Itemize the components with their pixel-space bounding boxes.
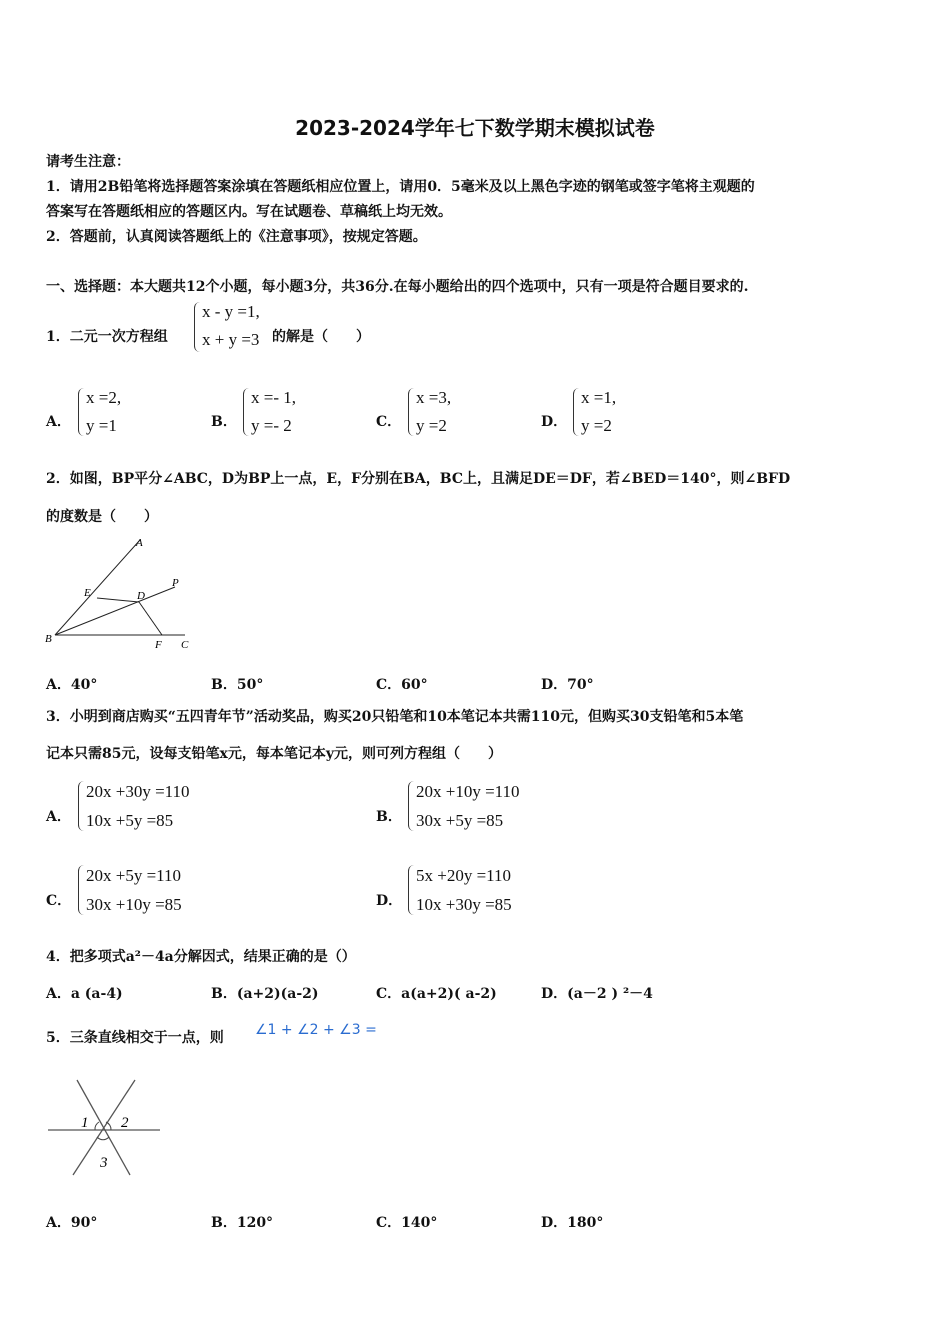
q1-option-b-system[interactable]: [251, 384, 296, 440]
label-f: F: [155, 639, 162, 651]
notice-line-1a: 1．请用2B铅笔将选择题答案涂填在答题纸相应位置上，请用0．5毫米及以上黑色字迹的钢笔或签字笔将主观题的: [46, 179, 755, 195]
segment-df: [139, 602, 162, 635]
notice-line-2: 2．答题前，认真阅读答题纸上的《注意事项》，按规定答题。: [46, 229, 427, 245]
q1-option-b-l1: x =- 1,: [251, 388, 296, 407]
q5-option-c[interactable]: C．140°: [376, 1215, 438, 1231]
q1-option-d-l1: x =1,: [581, 388, 617, 407]
q4-stem: 4．把多项式a²－4a分解因式，结果正确的是（）: [46, 949, 356, 965]
q3-option-d-label[interactable]: D．: [376, 893, 403, 909]
q1-suffix: 的解是（ ）: [272, 329, 370, 345]
q1-option-d-label[interactable]: D．: [541, 414, 568, 430]
q1-option-d-brace: [573, 388, 580, 436]
q1-brace: [194, 302, 201, 352]
q5-option-b[interactable]: B．120°: [211, 1215, 274, 1231]
label-d: D: [137, 590, 145, 602]
ray-ba: [55, 540, 140, 635]
q5-figure: [45, 1075, 165, 1180]
notice-heading: 请考生注意：: [46, 154, 130, 170]
q1-option-d-l2: y =2: [581, 416, 612, 435]
q3-option-a-brace: [78, 781, 85, 831]
q3-line1: 3．小明到商店购买“五四青年节”活动奖品，购买20只铅笔和10本笔记本共需110元，但购买30支铅笔和5本笔: [46, 709, 744, 725]
q1-option-a-label[interactable]: A．: [46, 414, 71, 430]
label-a: A: [136, 537, 143, 549]
q1-option-d-system[interactable]: [581, 384, 616, 440]
q5-angle-expression: ∠1 + ∠2 + ∠3 =: [255, 1022, 377, 1038]
q3-option-b-l1: 20x +10y =110: [416, 782, 520, 801]
q2-line2: 的度数是（ ）: [46, 509, 158, 525]
q2-option-a[interactable]: A．40°: [46, 677, 98, 693]
q1-option-c-l1: x =3,: [416, 388, 452, 407]
q1-option-c-system[interactable]: [416, 384, 451, 440]
q3-option-d-l1: 5x +20y =110: [416, 866, 512, 885]
q1-option-b-l2: y =- 2: [251, 416, 292, 435]
label-b: B: [45, 633, 52, 645]
angle-label-3: 3: [100, 1155, 108, 1171]
label-p: P: [172, 577, 179, 589]
q4-option-a[interactable]: A．a (a-4): [46, 986, 123, 1002]
q3-option-d-system[interactable]: [416, 861, 512, 919]
q4-option-c[interactable]: C．a(a+2)( a-2): [376, 986, 497, 1002]
angle-label-2: 2: [121, 1115, 129, 1131]
q2-figure: [40, 532, 200, 656]
q3-option-b-l2: 30x +5y =85: [416, 811, 504, 830]
q1-system: [202, 298, 260, 354]
q1-prefix: 1．二元一次方程组: [46, 329, 168, 345]
q3-option-c-label[interactable]: C．: [46, 893, 72, 909]
q3-option-b-label[interactable]: B．: [376, 809, 402, 825]
q1-eq1: x - y =1,: [202, 302, 260, 321]
q3-option-c-system[interactable]: [86, 861, 182, 919]
q1-option-a-l2: y =1: [86, 416, 117, 435]
q2-line1: 2．如图，BP平分∠ABC，D为BP上一点，E，F分别在BA，BC上，且满足DE＝DF，若∠BED＝140°，则∠BFD: [46, 471, 791, 487]
q1-option-c-l2: y =2: [416, 416, 447, 435]
q1-option-c-brace: [408, 388, 415, 436]
q3-option-c-l2: 30x +10y =85: [86, 895, 182, 914]
q2-option-b[interactable]: B．50°: [211, 677, 264, 693]
q3-option-c-l1: 20x +5y =110: [86, 866, 182, 885]
q3-option-b-brace: [408, 781, 415, 831]
q5-stem: 5．三条直线相交于一点，则: [46, 1030, 224, 1046]
q1-option-a-system[interactable]: [86, 384, 121, 440]
q2-option-d[interactable]: D．70°: [541, 677, 594, 693]
q4-option-d[interactable]: D．(a－2 ) ²－4: [541, 986, 653, 1002]
q5-option-d[interactable]: D．180°: [541, 1215, 604, 1231]
q1-option-b-brace: [243, 388, 250, 436]
q3-option-d-brace: [408, 865, 415, 915]
q3-option-c-brace: [78, 865, 85, 915]
q5-option-a[interactable]: A．90°: [46, 1215, 98, 1231]
notice-line-1b: 答案写在答题纸相应的答题区内。写在试题卷、草稿纸上均无效。: [46, 204, 452, 220]
q3-option-a-l2: 10x +5y =85: [86, 811, 174, 830]
q3-option-a-l1: 20x +30y =110: [86, 782, 190, 801]
q3-option-d-l2: 10x +30y =85: [416, 895, 512, 914]
page-title: 2023-2024学年七下数学期末模拟试卷: [295, 116, 655, 140]
section-heading: 一、选择题：本大题共12个小题，每小题3分，共36分.在每小题给出的四个选项中，只有一项是符合题目要求的.: [46, 279, 749, 295]
q1-option-b-label[interactable]: B．: [211, 414, 237, 430]
label-c: C: [181, 639, 189, 651]
q3-line2: 记本只需85元，设每支铅笔x元，每本笔记本y元，则可列方程组（ ）: [46, 746, 502, 762]
q1-option-a-l1: x =2,: [86, 388, 122, 407]
q2-option-c[interactable]: C．60°: [376, 677, 428, 693]
q3-option-b-system[interactable]: [416, 777, 520, 835]
q1-option-a-brace: [78, 388, 85, 436]
angle-label-1: 1: [81, 1115, 89, 1131]
arc-3: [97, 1137, 109, 1140]
label-e: E: [84, 587, 91, 599]
q1-eq2: x + y =3: [202, 330, 260, 349]
segment-de: [97, 598, 139, 602]
q3-option-a-system[interactable]: [86, 777, 190, 835]
q1-option-c-label[interactable]: C．: [376, 414, 402, 430]
q4-option-b[interactable]: B．(a+2)(a-2): [211, 986, 319, 1002]
q3-option-a-label[interactable]: A．: [46, 809, 71, 825]
arc-1: [95, 1122, 99, 1130]
